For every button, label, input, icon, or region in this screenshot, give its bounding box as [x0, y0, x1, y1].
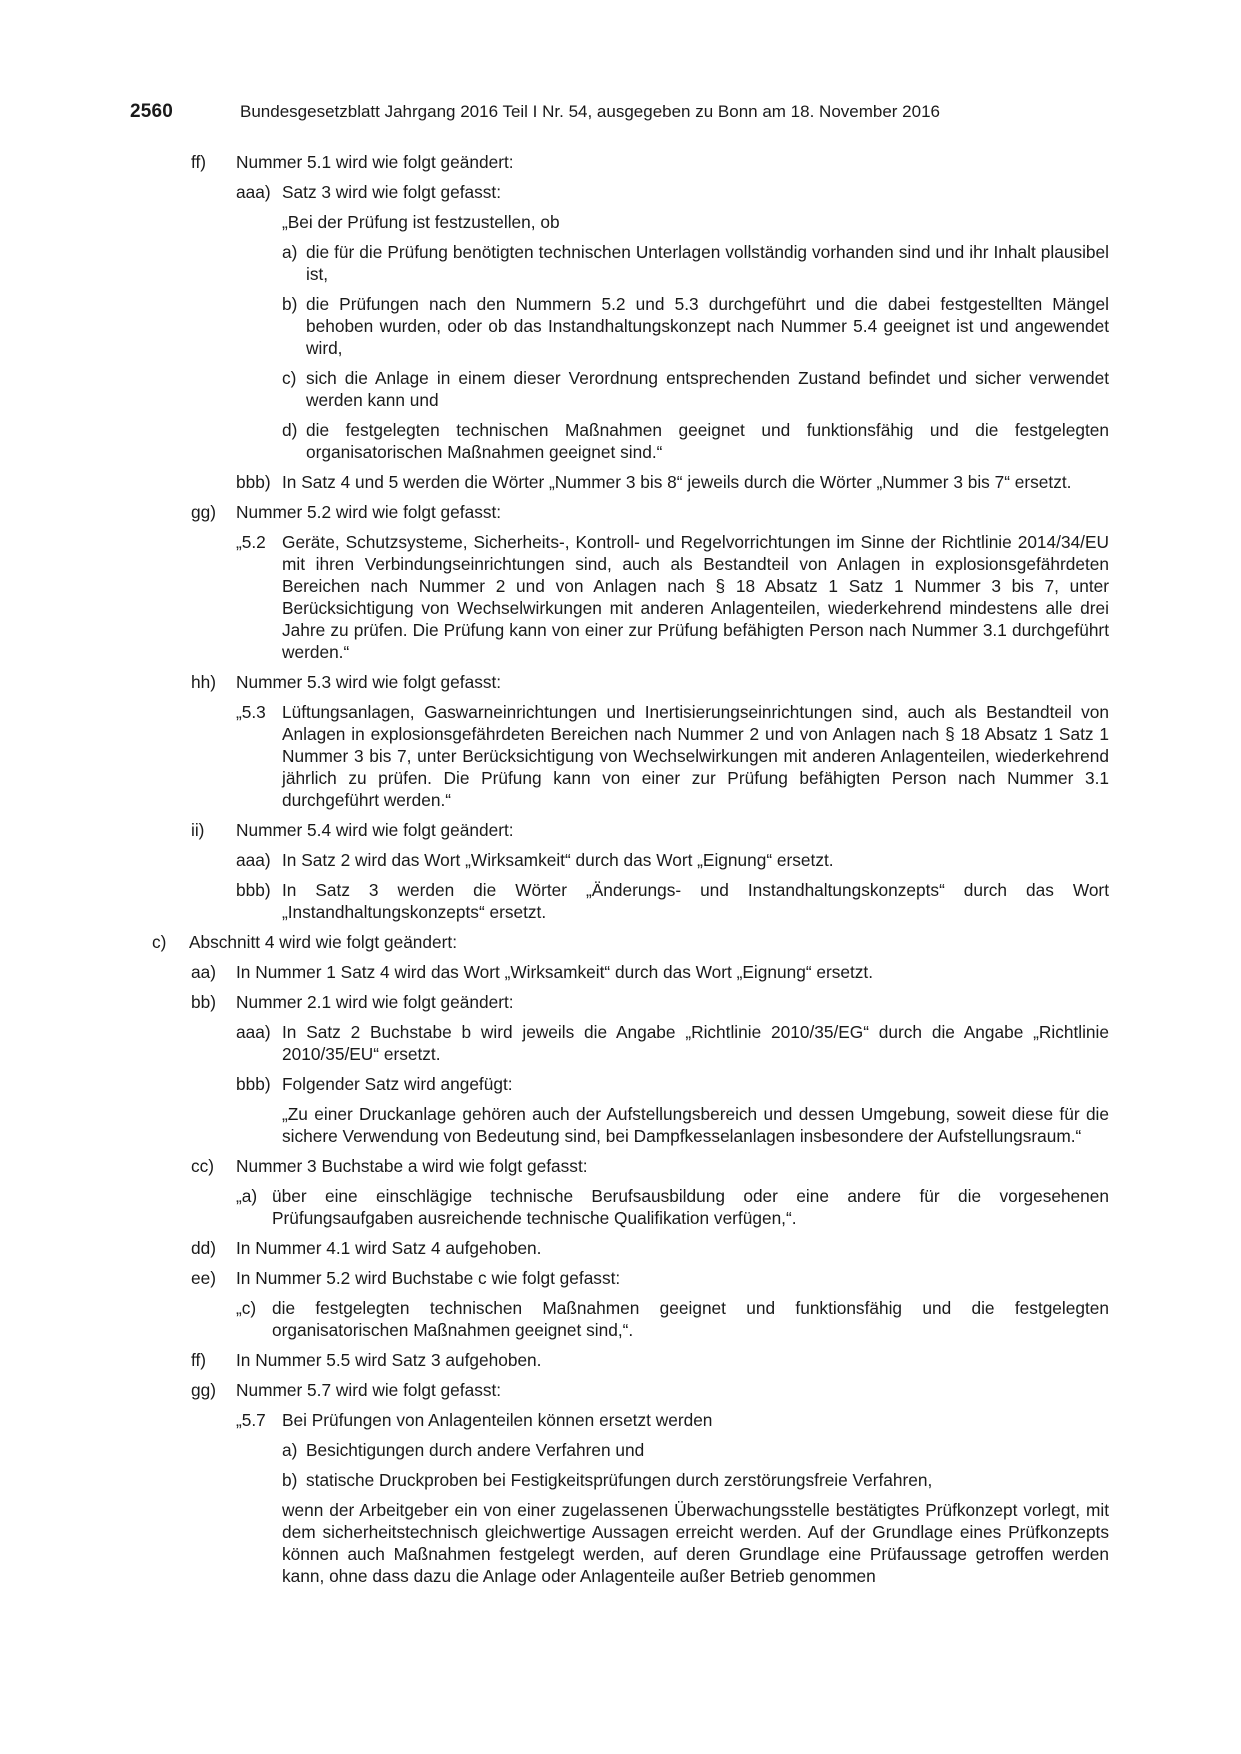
item-text: die Prüfungen nach den Nummern 5.2 und 5.3 durchgeführt und die dabei festgestellten Mängel behoben wurden, oder ob das Instandhaltungskonzept nach Nummer 5.4 geeignet ist und angewendet wird,	[306, 294, 1109, 358]
item-text: Besichtigungen durch andere Verfahren und	[306, 1440, 645, 1460]
item-text: Nummer 3 Buchstabe a wird wie folgt gefasst:	[236, 1156, 588, 1176]
item-text: In Satz 2 Buchstabe b wird jeweils die Angabe „Richtlinie 2010/35/EG“ durch die Angabe „Richtlinie 2010/35/EU“ ersetzt.	[282, 1022, 1109, 1064]
item-label: d)	[282, 420, 298, 440]
list-item	[191, 991, 1109, 1013]
list-item	[236, 1073, 1109, 1095]
list-item	[191, 819, 1109, 841]
list-item	[282, 1103, 1109, 1147]
list-item	[282, 1439, 1109, 1461]
item-text: Nummer 5.7 wird wie folgt gefasst:	[236, 1380, 502, 1400]
item-text: In Nummer 4.1 wird Satz 4 aufgehoben.	[236, 1238, 542, 1258]
item-label: hh)	[191, 672, 216, 692]
page-header	[0, 101, 1241, 125]
list-item	[282, 293, 1109, 359]
item-text: Bei Prüfungen von Anlagenteilen können ersetzt werden	[282, 1410, 713, 1430]
item-label: aaa)	[236, 182, 271, 202]
list-item	[191, 1237, 1109, 1259]
list-item	[236, 1297, 1109, 1341]
item-text: die für die Prüfung benötigten technischen Unterlagen vollständig vorhanden sind und ihr Inhalt plausibel ist,	[306, 242, 1109, 284]
item-label: cc)	[191, 1156, 215, 1176]
item-text: Folgender Satz wird angefügt:	[282, 1074, 513, 1094]
list-item	[191, 1379, 1109, 1401]
list-item	[236, 1021, 1109, 1065]
list-item	[152, 931, 1109, 953]
list-item	[236, 181, 1109, 203]
item-text: Geräte, Schutzsysteme, Sicherheits-, Kontroll- und Regelvorrichtungen im Sinne der Richtlinie 2014/34/EU mit ihren Verbindungseinrichtungen sind, auch als Bestandteil von Anlagen in explosionsgefährdeten Bereichen nach Nummer 2 und von Anlagen nach § 18 Absatz 1 Satz 1 Nummer 3 bis 7, unter Berücksichtigung von Wechselwirkungen mit anderen Anlagenteilen, wiederkehrend mindestens alle drei Jahre zu prüfen. Die Prüfung kann von einer zur Prüfung befähigten Person nach Nummer 3.1 durchgeführt werden.“	[282, 532, 1109, 662]
item-text: Nummer 5.3 wird wie folgt gefasst:	[236, 672, 502, 692]
item-label: ee)	[191, 1268, 216, 1288]
list-item	[282, 367, 1109, 411]
item-label: c)	[282, 368, 297, 388]
item-label: „5.7	[236, 1410, 266, 1430]
item-text: In Nummer 5.2 wird Buchstabe c wie folgt gefasst:	[236, 1268, 621, 1288]
list-item	[282, 211, 1109, 233]
item-label: „c)	[236, 1298, 257, 1318]
item-text: wenn der Arbeitgeber ein von einer zugelassenen Überwachungsstelle bestätigtes Prüfkonzept vorlegt, mit dem sicherheitstechnisch gleichwertige Aussagen erreicht werden. Auf der Grundlage eines Prüfkonzepts können auch Maßnahmen festgelegt werden, auf deren Grundlage eine Prüfaussage getroffen werden kann, ohne dass dazu die Anlage oder Anlagenteile außer Betrieb genommen	[282, 1500, 1109, 1586]
item-label: a)	[282, 1440, 298, 1460]
list-item	[191, 151, 1109, 173]
item-text: Lüftungsanlagen, Gaswarneinrichtungen und Inertisierungseinrichtungen sind, auch als Bestandteil von Anlagen in explosionsgefährdeten Bereichen nach Nummer 2 und von Anlagen nach § 18 Absatz 1 Satz 1 Nummer 3 bis 7, unter Berücksichtigung von Wechselwirkungen mit anderen Anlagenteilen, wiederkehrend jährlich zu prüfen. Die Prüfung kann von einer zur Prüfung befähigten Person nach Nummer 3.1 durchgeführt werden.“	[282, 702, 1109, 810]
item-text: In Nummer 1 Satz 4 wird das Wort „Wirksamkeit“ durch das Wort „Eignung“ ersetzt.	[236, 962, 874, 982]
item-label: bbb)	[236, 880, 271, 900]
list-item	[236, 1185, 1109, 1229]
item-label: ff)	[191, 1350, 207, 1370]
list-item	[236, 879, 1109, 923]
list-item	[282, 419, 1109, 463]
item-label: dd)	[191, 1238, 216, 1258]
item-label: bbb)	[236, 472, 271, 492]
item-text: Satz 3 wird wie folgt gefasst:	[282, 182, 501, 202]
item-text: sich die Anlage in einem dieser Verordnung entsprechenden Zustand befindet und sicher verwendet werden kann und	[306, 368, 1109, 410]
page-number: 2560	[130, 101, 174, 122]
item-label: bbb)	[236, 1074, 271, 1094]
list-item	[191, 1155, 1109, 1177]
item-label: a)	[282, 242, 298, 262]
list-item	[191, 1349, 1109, 1371]
item-text: Nummer 2.1 wird wie folgt geändert:	[236, 992, 514, 1012]
item-label: bb)	[191, 992, 216, 1012]
list-item	[236, 1409, 1109, 1431]
list-item	[236, 531, 1109, 663]
item-text: die festgelegten technischen Maßnahmen geeignet und funktionsfähig und die festgelegten organisatorischen Maßnahmen geeignet sind,“.	[272, 1298, 1109, 1340]
item-label: b)	[282, 294, 298, 314]
item-text: In Satz 4 und 5 werden die Wörter „Nummer 3 bis 8“ jeweils durch die Wörter „Nummer 3 bis 7“ ersetzt.	[282, 472, 1072, 492]
item-text: In Satz 2 wird das Wort „Wirksamkeit“ durch das Wort „Eignung“ ersetzt.	[282, 850, 834, 870]
item-label: gg)	[191, 1380, 216, 1400]
item-text: In Nummer 5.5 wird Satz 3 aufgehoben.	[236, 1350, 542, 1370]
list-item	[191, 961, 1109, 983]
list-item	[236, 849, 1109, 871]
item-label: c)	[152, 932, 167, 952]
item-text: die festgelegten technischen Maßnahmen geeignet und funktionsfähig und die festgelegten organisatorischen Maßnahmen geeignet sind.“	[306, 420, 1109, 462]
list-item	[191, 1267, 1109, 1289]
item-label: ff)	[191, 152, 207, 172]
list-item	[282, 241, 1109, 285]
item-label: aaa)	[236, 850, 271, 870]
item-text: Nummer 5.2 wird wie folgt gefasst:	[236, 502, 502, 522]
item-label: aa)	[191, 962, 216, 982]
item-text: In Satz 3 werden die Wörter „Änderungs- und Instandhaltungskonzepts“ durch das Wort „Instandhaltungskonzepts“ ersetzt.	[282, 880, 1109, 922]
list-item	[282, 1469, 1109, 1491]
item-text: „Bei der Prüfung ist festzustellen, ob	[282, 212, 560, 232]
item-label: gg)	[191, 502, 216, 522]
item-label: „5.2	[236, 532, 266, 552]
item-label: „a)	[236, 1186, 258, 1206]
item-text: statische Druckproben bei Festigkeitsprüfungen durch zerstörungsfreie Verfahren,	[306, 1470, 933, 1490]
list-item	[236, 701, 1109, 811]
item-text: Abschnitt 4 wird wie folgt geändert:	[189, 932, 458, 952]
list-item	[282, 1499, 1109, 1587]
document-body	[0, 151, 1241, 1595]
item-label: b)	[282, 1470, 298, 1490]
item-label: „5.3	[236, 702, 266, 722]
item-text: „Zu einer Druckanlage gehören auch der Aufstellungsbereich und dessen Umgebung, soweit diese für die sichere Verwendung von Bedeutung sind, bei Dampfkesselanlagen insbesondere der Aufstellungsraum.“	[282, 1104, 1109, 1146]
list-item	[191, 671, 1109, 693]
item-label: aaa)	[236, 1022, 271, 1042]
list-item	[191, 501, 1109, 523]
item-text: über eine einschlägige technische Berufsausbildung oder eine andere für die vorgesehenen Prüfungsaufgaben ausreichende technische Qualifikation verfügen,“.	[272, 1186, 1109, 1228]
header-title: Bundesgesetzblatt Jahrgang 2016 Teil I Nr. 54, ausgegeben zu Bonn am 18. November 2016	[240, 102, 940, 121]
item-text: Nummer 5.1 wird wie folgt geändert:	[236, 152, 514, 172]
item-text: Nummer 5.4 wird wie folgt geändert:	[236, 820, 514, 840]
list-item	[236, 471, 1109, 493]
item-label: ii)	[191, 820, 205, 840]
